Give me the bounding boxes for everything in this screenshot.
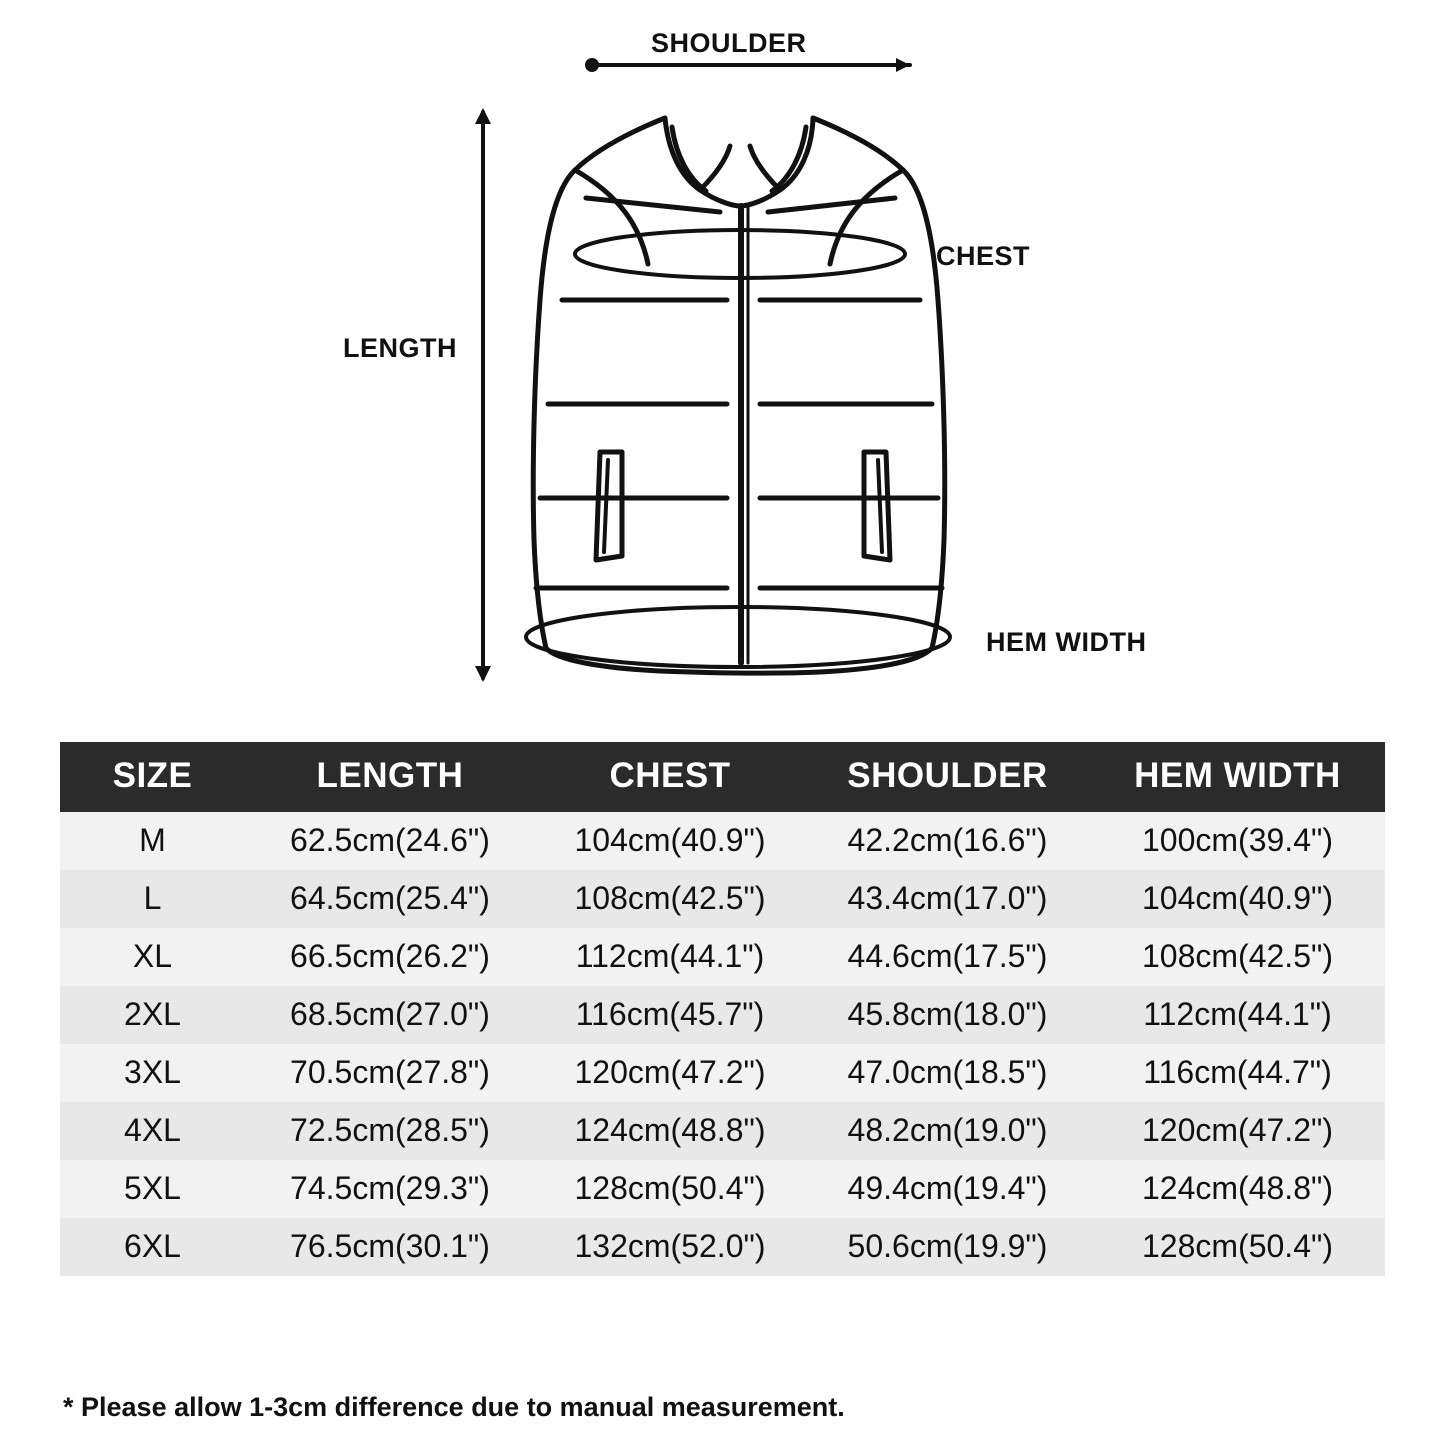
cell-chest: 108cm(42.5") <box>535 870 805 928</box>
cell-hem-width: 108cm(42.5") <box>1090 928 1385 986</box>
shoulder-measure-arrow-right <box>896 58 910 72</box>
cell-shoulder: 48.2cm(19.0") <box>805 1102 1090 1160</box>
cell-chest: 120cm(47.2") <box>535 1044 805 1102</box>
length-label: LENGTH <box>343 333 457 363</box>
cell-chest: 132cm(52.0") <box>535 1218 805 1276</box>
cell-chest: 112cm(44.1") <box>535 928 805 986</box>
quilt-seam-left-1 <box>586 198 720 212</box>
length-measure-arrow-top <box>475 108 491 124</box>
cell-chest: 116cm(45.7") <box>535 986 805 1044</box>
left-pocket-opening <box>604 460 608 552</box>
column-header-length: LENGTH <box>245 742 535 812</box>
vest-illustration <box>0 0 1445 720</box>
table-row <box>60 1218 1385 1276</box>
cell-shoulder: 49.4cm(19.4") <box>805 1160 1090 1218</box>
cell-chest: 124cm(48.8") <box>535 1102 805 1160</box>
right-pocket-opening <box>878 460 882 552</box>
table-row <box>60 1044 1385 1102</box>
cell-size: 5XL <box>60 1160 245 1218</box>
cell-size: 3XL <box>60 1044 245 1102</box>
collar-outer <box>665 118 813 206</box>
cell-size: 6XL <box>60 1218 245 1276</box>
cell-length: 68.5cm(27.0") <box>245 986 535 1044</box>
table-row <box>60 1102 1385 1160</box>
cell-hem-width: 100cm(39.4") <box>1090 812 1385 870</box>
length-measure-arrow-bottom <box>475 666 491 682</box>
measurement-note: * Please allow 1-3cm difference due to manual measurement. <box>63 1392 845 1422</box>
cell-hem-width: 112cm(44.1") <box>1090 986 1385 1044</box>
left-armhole-seam <box>575 170 648 264</box>
cell-size: 2XL <box>60 986 245 1044</box>
cell-hem-width: 104cm(40.9") <box>1090 870 1385 928</box>
cell-length: 76.5cm(30.1") <box>245 1218 535 1276</box>
quilt-seam-right-1 <box>768 198 895 212</box>
cell-length: 64.5cm(25.4") <box>245 870 535 928</box>
cell-length: 70.5cm(27.8") <box>245 1044 535 1102</box>
table-row <box>60 1160 1385 1218</box>
table-row <box>60 928 1385 986</box>
column-header-size: SIZE <box>60 742 245 812</box>
cell-shoulder: 45.8cm(18.0") <box>805 986 1090 1044</box>
right-armhole-seam <box>830 170 903 264</box>
cell-length: 66.5cm(26.2") <box>245 928 535 986</box>
cell-length: 62.5cm(24.6") <box>245 812 535 870</box>
collar-fold-left <box>700 146 730 190</box>
cell-shoulder: 50.6cm(19.9") <box>805 1218 1090 1276</box>
cell-hem-width: 124cm(48.8") <box>1090 1160 1385 1218</box>
cell-shoulder: 42.2cm(16.6") <box>805 812 1090 870</box>
cell-shoulder: 44.6cm(17.5") <box>805 928 1090 986</box>
table-row <box>60 812 1385 870</box>
hem-width-label: HEM WIDTH <box>986 627 1147 657</box>
cell-length: 74.5cm(29.3") <box>245 1160 535 1218</box>
cell-size: M <box>60 812 245 870</box>
cell-hem-width: 116cm(44.7") <box>1090 1044 1385 1102</box>
column-header-chest: CHEST <box>535 742 805 812</box>
column-header-shoulder: SHOULDER <box>805 742 1090 812</box>
size-chart-diagram <box>0 0 1445 720</box>
table-row <box>60 986 1385 1044</box>
collar-fold-right <box>750 146 780 190</box>
shoulder-label: SHOULDER <box>651 28 807 58</box>
cell-length: 72.5cm(28.5") <box>245 1102 535 1160</box>
cell-hem-width: 120cm(47.2") <box>1090 1102 1385 1160</box>
table-header-row <box>60 742 1385 812</box>
cell-shoulder: 43.4cm(17.0") <box>805 870 1090 928</box>
size-table <box>60 742 1385 1276</box>
cell-hem-width: 128cm(50.4") <box>1090 1218 1385 1276</box>
column-header-hem-width: HEM WIDTH <box>1090 742 1385 812</box>
cell-size: L <box>60 870 245 928</box>
shoulder-measure-dot-left <box>585 58 599 72</box>
cell-shoulder: 47.0cm(18.5") <box>805 1044 1090 1102</box>
cell-chest: 104cm(40.9") <box>535 812 805 870</box>
chest-label: CHEST <box>936 241 1031 271</box>
size-table-container <box>60 742 1385 1276</box>
cell-size: XL <box>60 928 245 986</box>
cell-size: 4XL <box>60 1102 245 1160</box>
cell-chest: 128cm(50.4") <box>535 1160 805 1218</box>
table-row <box>60 870 1385 928</box>
